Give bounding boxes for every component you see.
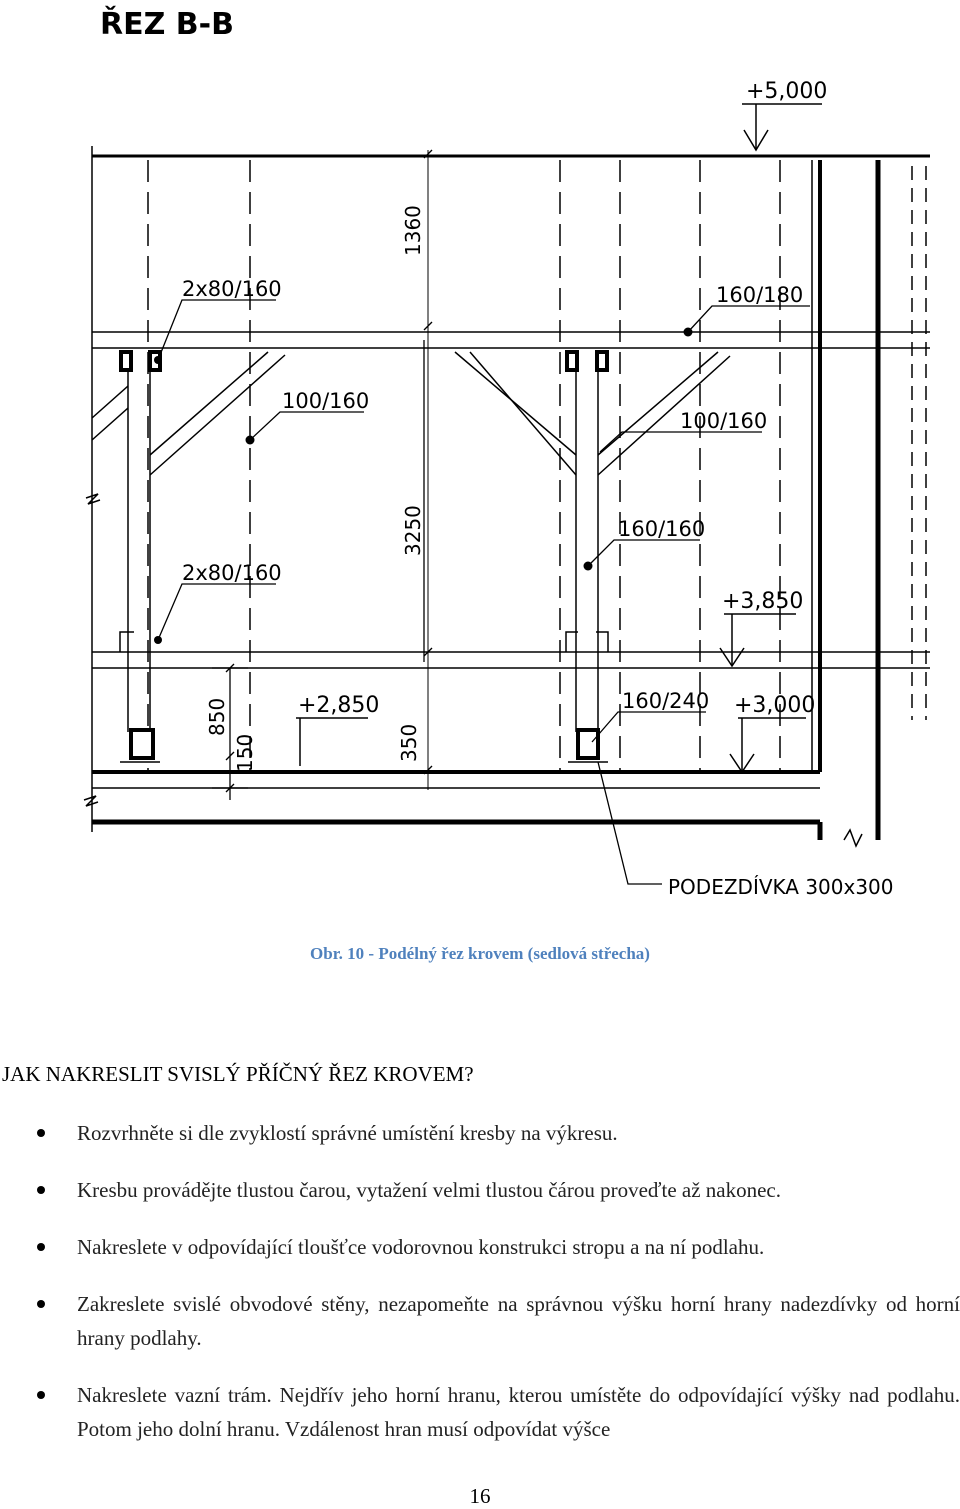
list-item: Rozvrhněte si dle zvyklostí správné umístění kresby na výkresu. <box>0 1116 960 1150</box>
beam-label-100-160-left: 100/160 <box>282 389 370 413</box>
instruction-list <box>0 1116 960 1469</box>
dim-label-1360: 1360 <box>401 205 425 256</box>
page-number: 16 <box>469 1484 491 1508</box>
dim-label-150: 150 <box>233 733 257 772</box>
list-item: Nakreslete v odpovídající tloušťce vodorovnou konstrukci stropu a na ní podlahu. <box>0 1230 960 1264</box>
dim-label-3250: 3250 <box>401 505 425 556</box>
podezdivka-label: PODEZDÍVKA 300x300 <box>668 875 894 899</box>
level-label-2850: +2,850 <box>298 693 380 718</box>
dim-label-850: 850 <box>205 697 229 736</box>
beam-label-160-160: 160/160 <box>618 517 706 541</box>
drawing-title: ŘEZ B-B <box>100 7 234 42</box>
drawing-labels <box>182 79 894 899</box>
beam-label-2x80-160-bottom: 2x80/160 <box>182 561 282 585</box>
level-label-3850: +3,850 <box>722 589 804 614</box>
beam-label-160-240: 160/240 <box>622 689 710 713</box>
leaders <box>158 300 810 884</box>
figure-caption: Obr. 10 - Podélný řez krovem (sedlová střecha) <box>310 944 650 963</box>
dim-label-350: 350 <box>397 723 421 762</box>
list-item: Nakreslete vazní trám. Nejdřív jeho horní hranu, kterou umístěte do odpovídající výšky nad podlahu. Potom jeho dolní hranu. Vzdálenost hran musí odpovídat výšce <box>0 1378 960 1446</box>
level-label-top: +5,000 <box>746 79 828 104</box>
level-markers <box>296 104 822 772</box>
leader-dots <box>154 328 693 645</box>
structure-lines <box>84 146 930 846</box>
section-heading: JAK NAKRESLIT SVISLÝ PŘÍČNÝ ŘEZ KROVEM? <box>2 1062 474 1086</box>
list-item: Zakreslete svislé obvodové stěny, nezapomeňte na správnou výšku horní hrany nadezdívky od horní hrany podlahy. <box>0 1287 960 1355</box>
beam-label-2x80-160-top: 2x80/160 <box>182 277 282 301</box>
beam-label-100-160-right: 100/160 <box>680 409 768 433</box>
list-item: Kresbu provádějte tlustou čarou, vytažení velmi tlustou čárou proveďte až nakonec. <box>0 1173 960 1207</box>
level-label-3000: +3,000 <box>734 693 816 718</box>
beam-label-160-180: 160/180 <box>716 283 804 307</box>
